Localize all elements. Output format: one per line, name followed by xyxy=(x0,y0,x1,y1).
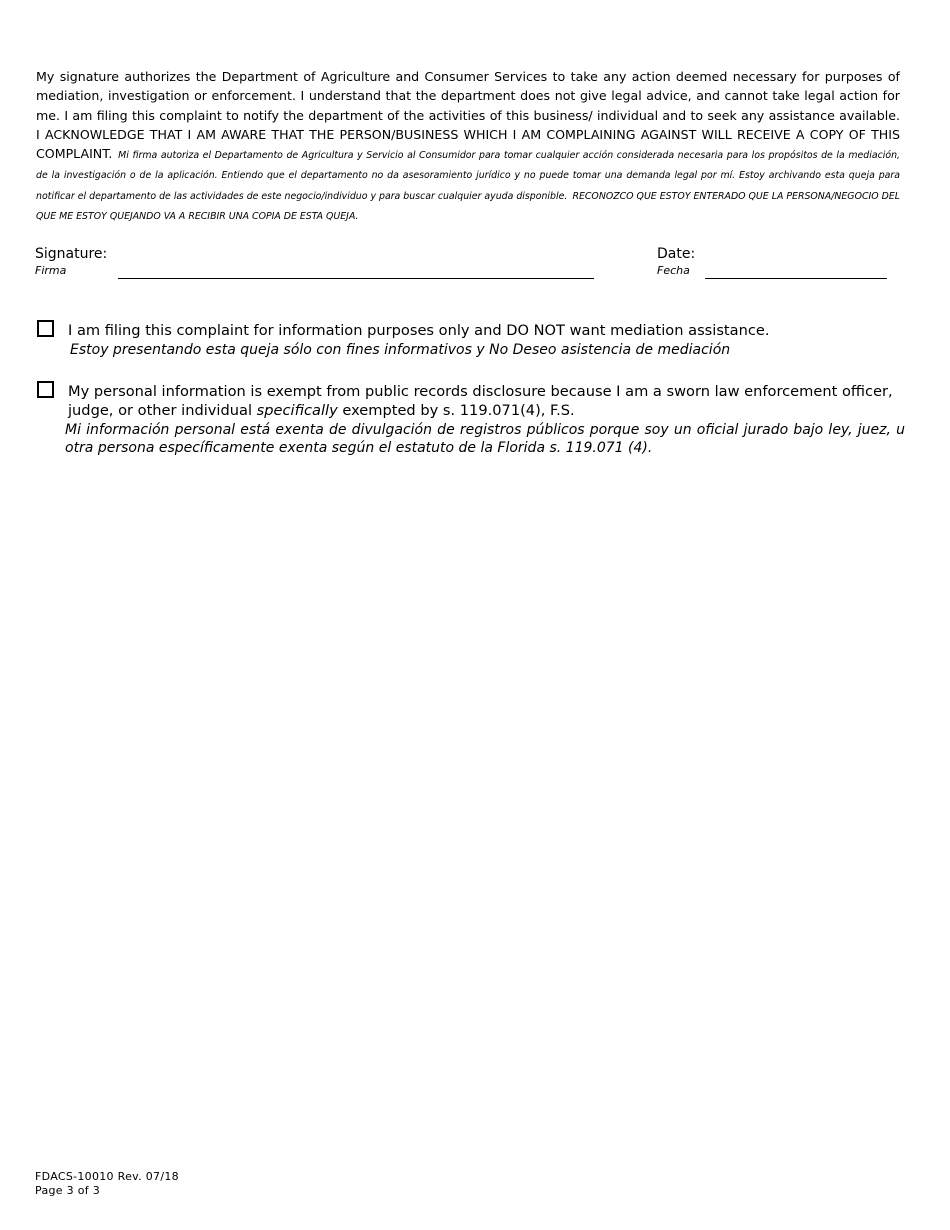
exempt-text-es: Mi información personal está exenta de divulgación de registros públicos porque soy un oficial jurado bajo ley, juez, u otra persona específicamente exenta según el estatuto de la Florida s. 119.071 (4). xyxy=(65,422,905,456)
info-only-text: I am filing this complaint for information purposes only and DO NOT want mediation assistance. xyxy=(68,322,770,339)
date-label-es: Fecha xyxy=(657,264,690,277)
authorization-spanish-acknowledgement: RECONOZCO QUE ESTOY ENTERADO QUE LA PERSONA/NEGOCIO DEL QUE ME ESTOY QUEJANDO VA A RECIBIR UNA COPIA DE ESTA QUEJA. xyxy=(36,190,901,223)
signature-label-es: Firma xyxy=(35,264,67,277)
signature-line[interactable] xyxy=(118,278,594,279)
date-line[interactable] xyxy=(705,278,887,279)
exempt-text-emphasis: specifically xyxy=(256,402,338,419)
page-number: Page 3 of 3 xyxy=(35,1184,101,1197)
exempt-text-part2: exempted by s. 119.071(4), F.S. xyxy=(342,402,575,419)
info-only-text-es: Estoy presentando esta queja sólo con fines informativos y No Deseo asistencia de mediación xyxy=(70,342,731,358)
authorization-acknowledgement: I ACKNOWLEDGE THAT I AM AWARE THAT THE PERSON/BUSINESS WHICH I AM COMPLAINING AGAINST WILL RECEIVE A COPY OF THIS COMPLAINT. xyxy=(36,126,900,162)
page-footer xyxy=(35,1170,179,1198)
date-label: Date: xyxy=(657,246,696,262)
authorization-paragraph xyxy=(36,66,900,224)
exempt-text xyxy=(68,382,908,420)
exempt-checkbox[interactable] xyxy=(37,381,54,398)
exempt-text-part1: My personal information is exempt from public records disclosure because I am a sworn law enforcement officer, judge, or other individual xyxy=(68,383,893,419)
authorization-spanish: Mi firma autoriza el Departamento de Agricultura y Servicio al Consumidor para tomar cualquier acción considerada necesaria para los propósitos de la mediación, de la investigación o de la aplicación. Entiendo que el departamento no da asesoramiento jurídico y no puede tomar una demanda legal por mí. Estoy archivando esta queja para notificar el departamento de las actividades de este negocio/individuo y para buscar cualquier ayuda disponible. xyxy=(36,150,900,202)
signature-label: Signature: xyxy=(35,246,108,262)
authorization-english: My signature authorizes the Department of Agriculture and Consumer Services to take any action deemed necessary for purposes of mediation, investigation or enforcement. I understand that the department does not give legal advice, and cannot take legal action for me. I am filing this complaint to notify the department of the activities of this business/ individual and to seek any assistance available. xyxy=(36,69,900,123)
form-number: FDACS-10010 Rev. 07/18 xyxy=(35,1170,179,1183)
info-only-checkbox[interactable] xyxy=(37,320,54,337)
